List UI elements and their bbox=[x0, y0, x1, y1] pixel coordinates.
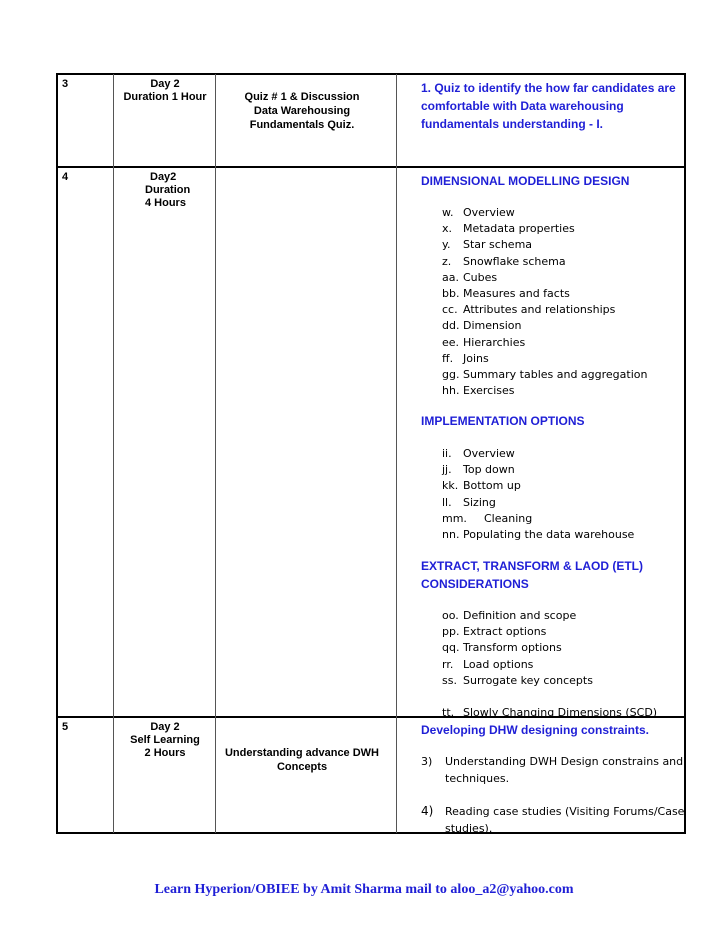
footer-credit: Learn Hyperion/OBIEE by Amit Sharma mail to aloo_a2@yahoo.com bbox=[154, 882, 574, 897]
list-item: nn. Populating the data warehouse bbox=[442, 528, 635, 542]
list-item: z. Snowflake schema bbox=[442, 254, 566, 268]
row-number: 4 bbox=[62, 171, 69, 183]
day-line: 2 Hours bbox=[144, 747, 186, 759]
list-item: mm. Cleaning bbox=[442, 511, 533, 525]
list-item: dd. Dimension bbox=[442, 319, 522, 333]
list-item: 4) Reading case studies (Visiting Forums/Case studies). bbox=[421, 804, 685, 835]
list-item: x. Metadata properties bbox=[442, 222, 575, 236]
list-item: ff. Joins bbox=[442, 351, 489, 365]
section-title: Developing DHW designing constraints. bbox=[421, 723, 650, 737]
section-list bbox=[442, 608, 593, 689]
topic-cell bbox=[222, 746, 382, 774]
topic-line: Understanding advance DWH bbox=[224, 747, 380, 759]
list-item: y. Star schema bbox=[442, 238, 533, 252]
section-list bbox=[442, 446, 634, 543]
row-divider bbox=[56, 166, 686, 168]
list-item: gg. Summary tables and aggregation bbox=[442, 368, 648, 382]
list-item: hh. Exercises bbox=[442, 384, 515, 398]
list-item: jj. Top down bbox=[442, 463, 515, 477]
list-item: qq. Transform options bbox=[442, 641, 562, 655]
day-line: Duration bbox=[145, 184, 191, 196]
day-line: Day 2 bbox=[150, 721, 180, 733]
row-number: 5 bbox=[62, 721, 69, 733]
day-line: Duration 1 Hour bbox=[123, 91, 207, 103]
column-divider bbox=[113, 74, 114, 833]
list-item: ss. Surrogate key concepts bbox=[442, 673, 593, 687]
list-item: kk. Bottom up bbox=[442, 479, 521, 493]
day-line: 4 Hours bbox=[145, 197, 186, 209]
section-list bbox=[442, 705, 657, 721]
day-line: Day 2 bbox=[150, 78, 180, 90]
row-number: 3 bbox=[62, 78, 69, 90]
topic-line: Concepts bbox=[276, 761, 328, 773]
day-cell bbox=[110, 78, 220, 104]
section-title: DIMENSIONAL MODELLING DESIGN bbox=[421, 174, 630, 188]
list-item: bb. Measures and facts bbox=[442, 287, 570, 301]
list-item: 3) Understanding DWH Design constrains and techniques. bbox=[421, 755, 684, 785]
list-item: w. Overview bbox=[442, 206, 515, 219]
list-item: cc. Attributes and relationships bbox=[442, 303, 616, 317]
section-list bbox=[442, 205, 647, 399]
section-title: IMPLEMENTATION OPTIONS bbox=[421, 414, 585, 428]
list-item: aa. Cubes bbox=[442, 270, 498, 284]
numbered-list bbox=[421, 753, 684, 837]
list-item: oo. Definition and scope bbox=[442, 609, 577, 622]
day-line: Day2 bbox=[150, 171, 177, 183]
day-line: Self Learning bbox=[130, 734, 200, 746]
list-item: ii. Overview bbox=[442, 447, 515, 460]
day-cell bbox=[110, 721, 220, 760]
topic-line: Fundamentals Quiz. bbox=[249, 119, 355, 131]
column-divider bbox=[215, 74, 216, 833]
quiz-description: 1. Quiz to identify the how far candidates are comfortable with Data warehousing fundamentals understanding - I. bbox=[421, 81, 676, 131]
section-title: EXTRACT, TRANSFORM & LAOD (ETL) CONSIDERATIONS bbox=[421, 559, 643, 591]
topic-line: Data Warehousing bbox=[253, 105, 351, 117]
column-divider bbox=[396, 74, 397, 833]
topic-cell bbox=[222, 90, 382, 132]
list-item: rr. Load options bbox=[442, 657, 534, 671]
list-item: pp. Extract options bbox=[442, 625, 547, 639]
topic-line: Quiz # 1 & Discussion bbox=[244, 91, 360, 103]
list-item: tt. Slowly Changing Dimensions (SCD) bbox=[442, 706, 658, 719]
list-item: ee. Hierarchies bbox=[442, 335, 526, 349]
day-cell bbox=[145, 171, 190, 210]
list-item: ll. Sizing bbox=[442, 495, 496, 509]
